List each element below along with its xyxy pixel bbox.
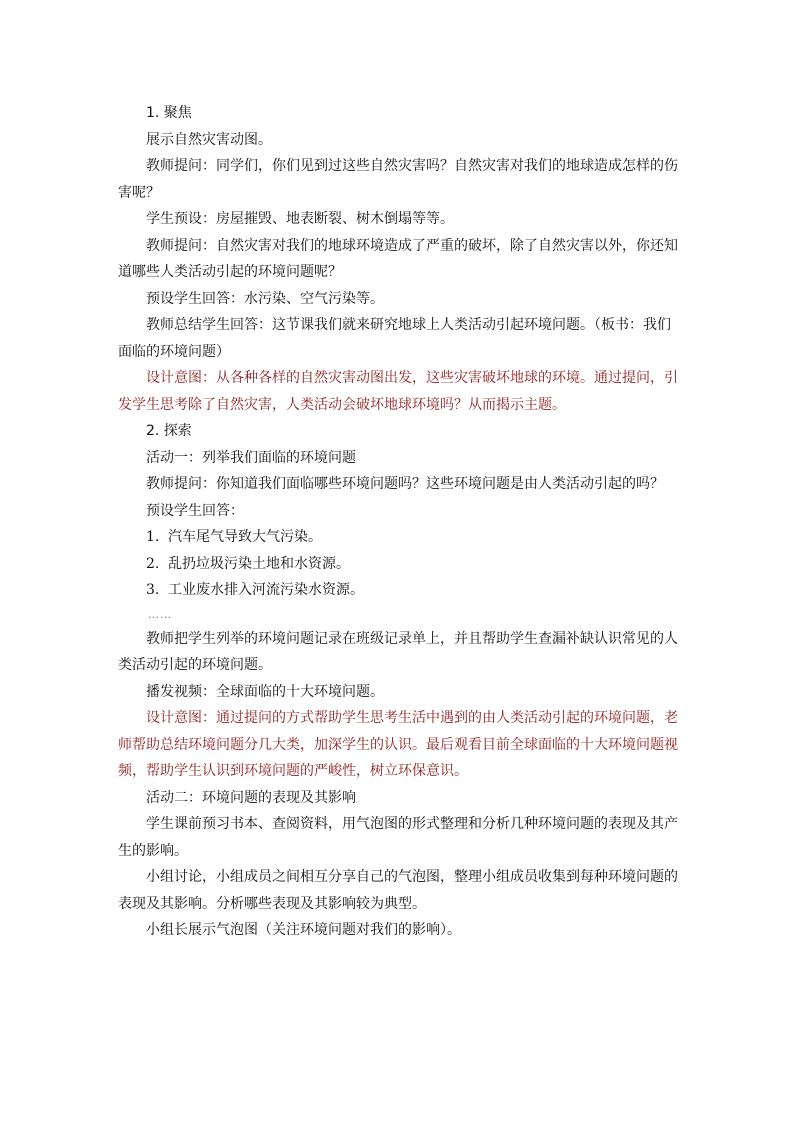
ellipsis: ……: [148, 607, 172, 621]
design-intent-paragraph: 设计意图：从各种各样的自然灾害动图出发，这些灾害破坏地球的环境。通过提问，引发学生思考除了自然灾害，人类活动会破坏地球环境吗？从而揭示主题。: [118, 370, 678, 413]
paragraph: 教师把学生列举的环境问题记录在班级记录单上，并且帮助学生查漏补缺认识常见的人类活动引起的环境问题。: [118, 630, 678, 673]
paragraph: 小组讨论，小组成员之间相互分享自己的气泡图，整理小组成员收集到每种环境问题的表现及其影响。分析哪些表现及其影响较为典型。: [118, 869, 678, 912]
list-text: 乱扔垃圾污染土地和水资源。: [168, 555, 350, 572]
paragraph: 教师提问：你知道我们面临哪些环境问题吗？这些环境问题是由人类活动引起的吗？: [146, 476, 664, 492]
paragraph: 教师提问：自然灾害对我们的地球环境造成了严重的破坏，除了自然灾害以外，你还知道哪些人类活动引起的环境问题呢？: [118, 237, 678, 280]
list-text: 汽车尾气导致大气污染。: [168, 529, 322, 545]
paragraph: 教师总结学生回答：这节课我们就来研究地球上人类活动引起环境问题。（板书：我们面临的环境问题）: [118, 317, 671, 360]
design-intent-paragraph: 设计意图：通过提问的方式帮助学生思考生活中遇到的由人类活动引起的环境问题，老师帮助总结环境问题分几大类，加深学生的认识。最后观看目前全球面临的十大环境问题视频，帮助学生认识到环境问题的严峻性，树立环保意识。: [118, 710, 678, 779]
list-number: 3.: [146, 582, 160, 598]
list-item: [118, 551, 678, 578]
paragraph: 播发视频：全球面临的十大环境问题。: [146, 683, 384, 700]
paragraph: 学生预设：房屋摧毁、地表断裂、树木倒塌等等。: [146, 211, 454, 227]
paragraph: 预设学生回答：水污染、空气污染等。: [146, 290, 384, 307]
list-item: [118, 577, 678, 604]
section-heading-focus: 1. 聚焦: [146, 105, 192, 121]
paragraph: 展示自然灾害动图。: [146, 131, 272, 148]
paragraph: 小组长展示气泡图（关注环境问题对我们的影响）。: [146, 922, 461, 938]
list-item: [118, 524, 678, 551]
document-body: [118, 100, 678, 944]
section-heading-explore: 2. 探索: [146, 423, 192, 439]
list-number: 2.: [146, 555, 160, 572]
list-number: 1.: [146, 529, 160, 545]
paragraph: 学生课前预习书本、查阅资料，用气泡图的形式整理和分析几种环境问题的表现及其产生的影响。: [118, 816, 678, 859]
paragraph: 预设学生回答：: [146, 502, 244, 519]
paragraph: 教师提问：同学们，你们见到过这些自然灾害吗？自然灾害对我们的地球造成怎样的伤害呢？: [118, 158, 678, 201]
activity-title: 活动二：环境问题的表现及其影响: [146, 789, 356, 806]
activity-title: 活动一：列举我们面临的环境问题: [146, 449, 356, 466]
list-text: 工业废水排入河流污染水资源。: [168, 582, 364, 598]
